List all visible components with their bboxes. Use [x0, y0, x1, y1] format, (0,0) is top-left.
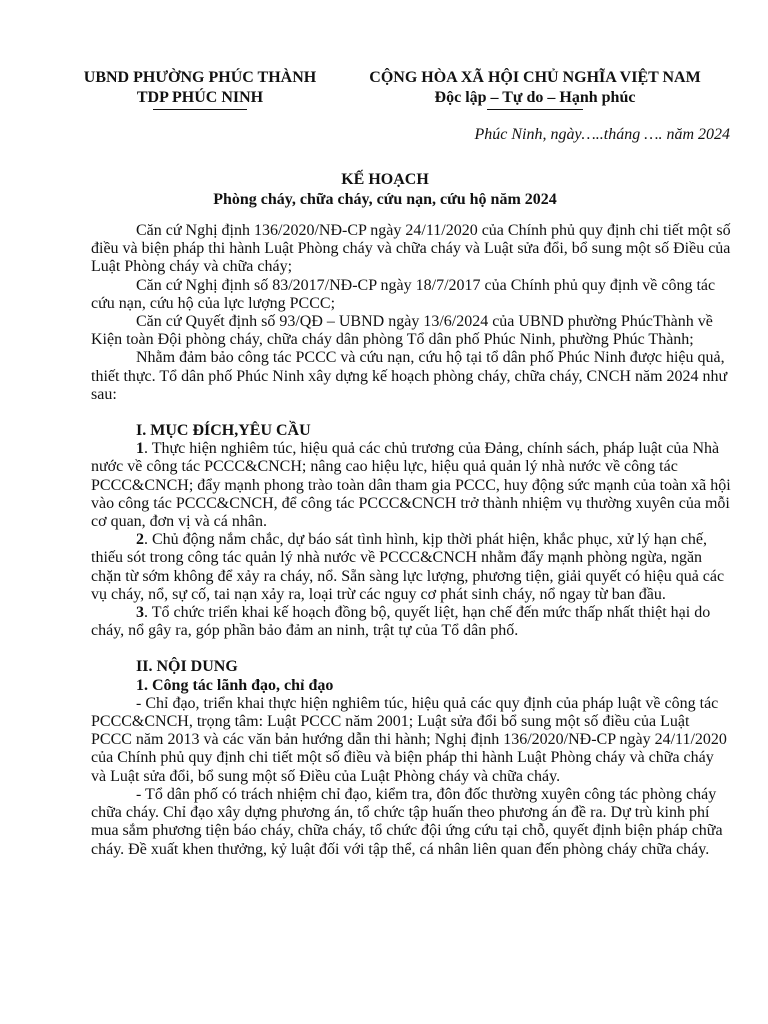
- document-title: KẾ HOẠCH: [341, 171, 429, 188]
- item-number: 2: [136, 531, 144, 549]
- section-2-paragraph: - Tổ dân phố có trách nhiệm chỉ đạo, kiểm tra, đôn đốc thường xuyên công tác phòng cháy chữa cháy. Chỉ đạo xây dựng phương án, tổ chức tập huấn theo phương án đề ra. Dự trù kinh phí mua sắm phương tiện báo cháy, chữa cháy, tổ chức đội ứng cứu tại chỗ, quyết định biện pháp chữa cháy. Đề xuất khen thưởng, kỷ luật đối với tập thể, cá nhân liên quan đến phòng cháy chữa cháy.: [91, 785, 723, 858]
- section-1-items: [91, 440, 731, 640]
- item-text: . Tổ chức triển khai kế hoạch đồng bộ, quyết liệt, hạn chế đến mức thấp nhất thiệt hại do cháy, nổ gây ra, góp phần bảo đảm an ninh, trật tự của Tổ dân phố.: [91, 604, 711, 640]
- section-2-paragraphs: [91, 695, 731, 859]
- preamble-paragraph: Căn cứ Nghị định số 83/2017/NĐ-CP ngày 18/7/2017 của Chính phủ quy định về công tác cứu nạn, cứu hộ của lực lượng PCCC;: [91, 276, 716, 312]
- item-number: 1: [136, 440, 144, 458]
- section-1-item: [91, 604, 731, 640]
- preamble: [91, 222, 731, 404]
- section-2-paragraph: - Chỉ đạo, triển khai thực hiện nghiêm túc, hiệu quả các quy định của pháp luật về công tác PCCC&CNCH, trọng tâm: Luật PCCC năm 2001; Luật sửa đổi bổ sung một số điều của Luật PCCC năm 2013 và các văn bản hướng dẫn thi hành; Nghị định 136/2020/NĐ-CP ngày 24/11/2020 của Chính phủ quy định chi tiết một số điều và biện pháp thi hành Luật Phòng cháy và chữa cháy và Luật sửa đổi, bổ sung một số Điều của Luật Phòng cháy và chữa cháy.: [91, 694, 727, 785]
- issuer-block: [60, 68, 340, 110]
- document-body: [91, 222, 731, 859]
- issuer-line-2: TDP PHÚC NINH: [136, 89, 264, 106]
- item-text: . Thực hiện nghiêm túc, hiệu quả các chủ trương của Đảng, chính sách, pháp luật của Nhà nước về công tác PCCC&CNCH; nâng cao hiệu lực, hiệu quả quản lý nhà nước về công tác PCCC&CNCH; đẩy mạnh phong trào toàn dân tham gia PCCC, huy động sức mạnh của toàn xã hội vào công tác PCCC&CNCH, để công tác PCCC&CNCH trở thành nhiệm vụ thường xuyên của mỗi cơ quan, đơn vị và cá nhân.: [91, 440, 731, 531]
- issuer-line-1: UBND PHƯỜNG PHÚC THÀNH: [83, 69, 317, 86]
- section-1-item: [91, 440, 731, 531]
- issuer-underline: [153, 109, 247, 110]
- document-subtitle: Phòng cháy, chữa cháy, cứu nạn, cứu hộ năm 2024: [213, 191, 557, 208]
- preamble-paragraph: Căn cứ Nghị định 136/2020/NĐ-CP ngày 24/11/2020 của Chính phủ quy định chi tiết một số điều và biện pháp thi hành Luật Phòng cháy và chữa cháy và Luật sửa đổi, bổ sung một số Điều của Luật Phòng cháy và chữa cháy;: [91, 222, 731, 276]
- section-2-heading: II. NỘI DUNG: [136, 658, 238, 676]
- date-line: Phúc Ninh, ngày…..tháng …. năm 2024: [474, 126, 730, 143]
- spacer: [91, 404, 731, 422]
- item-text: . Chủ động nắm chắc, dự báo sát tình hình, kịp thời phát hiện, khắc phục, xử lý hạn chế, thiếu sót trong công tác quản lý nhà nước về PCCC&CNCH nhằm đẩy mạnh phòng ngừa, ngăn chặn từ sớm không để xảy ra cháy, nổ. Sẵn sàng lực lượng, phương tiện, giải quyết có hiệu quả các vụ cháy, nổ, sự cố, tai nạn xảy ra, loại trừ các nguy cơ phát sinh cháy, nổ ngay từ ban đầu.: [91, 531, 725, 603]
- spacer: [91, 640, 731, 658]
- section-2-subheading: 1. Công tác lãnh đạo, chỉ đạo: [136, 676, 334, 694]
- preamble-paragraph: Căn cứ Quyết định số 93/QĐ – UBND ngày 13/6/2024 của UBND phường PhúcThành về Kiện toàn Đội phòng cháy, chữa cháy dân phòng Tổ dân phố Phúc Ninh, phường Phúc Thành;: [91, 313, 713, 349]
- motto: Độc lập – Tự do – Hạnh phúc: [434, 89, 636, 106]
- preamble-paragraph: Nhằm đảm bảo công tác PCCC và cứu nạn, cứu hộ tại tổ dân phố Phúc Ninh được hiệu quả, thiết thực. Tổ dân phố Phúc Ninh xây dựng kế hoạch phòng cháy, chữa cháy, CNCH năm 2024 như sau:: [91, 349, 728, 403]
- item-number: 3: [136, 604, 144, 622]
- document-title-block: [60, 170, 710, 210]
- section-1-heading: I. MỤC ĐÍCH,YÊU CẦU: [136, 422, 311, 440]
- section-1-item: [91, 531, 731, 604]
- national-motto-block: [340, 68, 730, 110]
- motto-underline: [487, 109, 583, 110]
- country-name: CỘNG HÒA XÃ HỘI CHỦ NGHĨA VIỆT NAM: [369, 69, 701, 86]
